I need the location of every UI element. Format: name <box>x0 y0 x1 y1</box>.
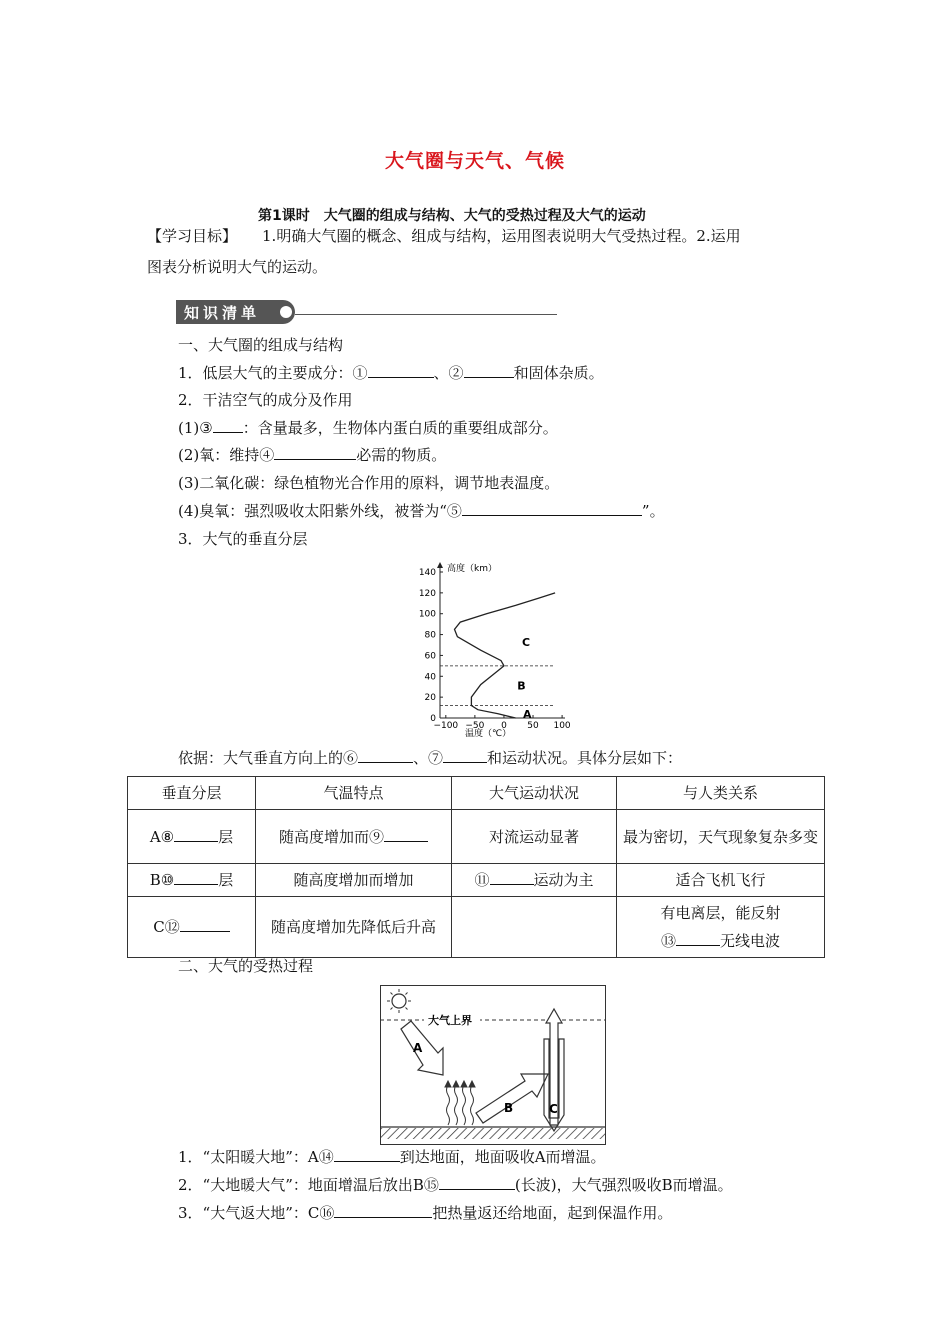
y-axis-arrow-icon <box>437 562 443 568</box>
header-motion: 大气运动状况 <box>452 777 617 810</box>
blank-13[interactable] <box>676 930 720 946</box>
blank-9[interactable] <box>384 826 428 842</box>
heating-item-2: 2．“大地暖大气”：地面增温后放出B⑮ (长波)，大气强烈吸收B而增温。 <box>178 1176 733 1194</box>
header-temperature: 气温特点 <box>256 777 452 810</box>
blank-10[interactable] <box>174 869 218 885</box>
sub-item-3: (3)二氧化碳：绿色植物光合作用的原料，调节地表温度。 <box>178 474 560 492</box>
blank-5[interactable] <box>462 500 642 516</box>
goals-label: 【学习目标】 <box>147 227 238 245</box>
section2-heading: 二、大气的受热过程 <box>178 957 314 975</box>
table-header-row <box>128 777 825 810</box>
y-tick-label: 0 <box>430 714 436 724</box>
blank-15[interactable] <box>439 1174 515 1190</box>
temperature-curve <box>455 593 556 718</box>
sub-item-1: (1)③ ：含量最多，生物体内蛋白质的重要组成部分。 <box>178 419 558 437</box>
sub-item-2: (2)氧：维持④ 必需的物质。 <box>178 446 447 464</box>
table-row: C⑫ 随高度增加先降低后升高 有电离层，能反射 ⑬ 无线电波 <box>128 897 825 958</box>
blank-12[interactable] <box>180 916 230 932</box>
arrow-b-label: B <box>504 1101 514 1115</box>
arrow-c-label: C <box>549 1102 558 1116</box>
blank-3[interactable] <box>213 417 243 433</box>
x-tick-label: 0 <box>501 721 507 731</box>
item-1: 1．低层大气的主要成分：① 、② 和固体杂质。 <box>178 364 604 382</box>
ground-surface <box>381 1128 605 1139</box>
blank-8[interactable] <box>174 826 218 842</box>
x-tick-label: 100 <box>553 721 571 731</box>
y-tick-label: 120 <box>418 588 436 599</box>
y-tick-label: 40 <box>424 672 436 683</box>
learning-goals <box>147 221 837 283</box>
item-2: 2．干洁空气的成分及作用 <box>178 391 353 409</box>
goals-line-1: 1.明确大气圈的概念、组成与结构，运用图表说明大气受热过程。2.运用 <box>262 227 741 245</box>
blank-7[interactable] <box>443 747 487 763</box>
heating-item-3: 3．“大气返大地”：C⑯ 把热量返还给地面，起到保温作用。 <box>178 1204 673 1222</box>
banner-divider <box>295 314 557 315</box>
arrow-a-label: A <box>413 1041 423 1055</box>
section1-heading: 一、大气圈的组成与结构 <box>178 336 344 354</box>
goals-line-2: 图表分析说明大气的运动。 <box>147 258 328 276</box>
blank-2[interactable] <box>464 362 514 378</box>
x-tick-label: −100 <box>433 721 459 731</box>
chart-xlabel: 温度（℃） <box>465 729 512 738</box>
y-tick-label: 20 <box>424 693 436 704</box>
vertical-layers-chart <box>405 556 575 738</box>
table-row: A⑧ 层 随高度增加而⑨ 对流运动显著 最为密切，天气现象复杂多变 <box>128 810 825 864</box>
x-tick-label: 50 <box>527 721 539 731</box>
item-3: 3．大气的垂直分层 <box>178 530 308 548</box>
blank-11[interactable] <box>490 869 534 885</box>
layer-label: A <box>522 707 532 721</box>
y-tick-label: 80 <box>424 630 436 641</box>
lesson-subtitle: 第1课时 大气圈的组成与结构、大气的受热过程及大气的运动 <box>258 208 646 224</box>
y-tick-label: 140 <box>418 568 436 578</box>
y-tick-label: 60 <box>424 651 436 662</box>
blank-16[interactable] <box>334 1202 432 1218</box>
banner-dot-icon <box>280 306 292 318</box>
header-layer: 垂直分层 <box>128 777 256 810</box>
banner-label: 知识清单 <box>184 304 261 322</box>
upper-boundary-label: 大气上界 <box>428 1014 472 1027</box>
page-title: 大气圈与天气、气候 <box>384 150 565 172</box>
heating-item-1: 1．“太阳暖大地”：A⑭ 到达地面，地面吸收A而增温。 <box>178 1148 606 1166</box>
chart-ylabel: 高度（km） <box>447 564 497 574</box>
blank-14[interactable] <box>334 1146 400 1162</box>
blank-6[interactable] <box>358 747 413 763</box>
table-row: B⑩ 层 随高度增加而增加 ⑪ 运动为主 适合飞机飞行 <box>128 864 825 897</box>
chart-marks <box>440 593 555 721</box>
x-tick-label: −50 <box>465 721 485 731</box>
sub-item-4: (4)臭氧：强烈吸收太阳紫外线，被誉为“⑤ ”。 <box>178 502 665 520</box>
layer-label: C <box>522 635 531 649</box>
vertical-layer-table <box>127 776 825 958</box>
header-relation: 与人类关系 <box>617 777 825 810</box>
heating-process-diagram <box>380 985 606 1145</box>
layer-label: B <box>517 679 526 693</box>
y-tick-label: 100 <box>418 609 436 620</box>
basis-line: 依据：大气垂直方向上的⑥ 、⑦ 和运动状况。具体分层如下： <box>178 749 683 767</box>
blank-4[interactable] <box>274 444 356 460</box>
blank-1[interactable] <box>368 362 434 378</box>
